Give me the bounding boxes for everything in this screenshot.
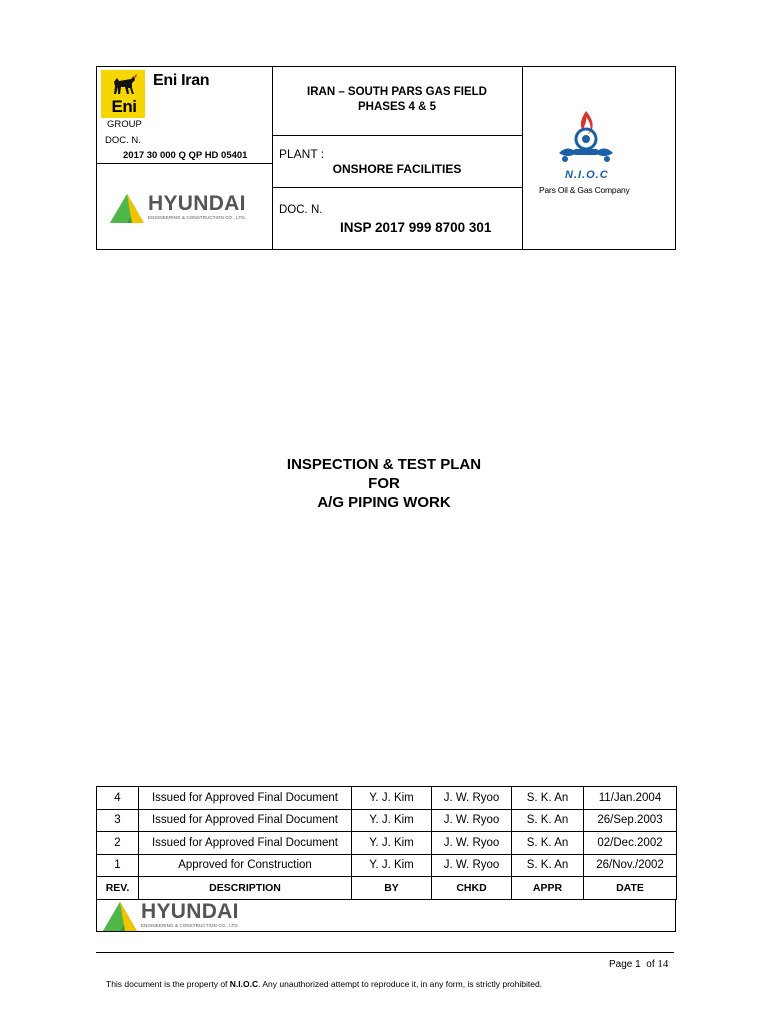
- chkd-cell: J. W. Ryoo: [432, 854, 512, 877]
- doc-number: INSP 2017 999 8700 301: [340, 220, 492, 235]
- hyundai-logo: [103, 901, 239, 931]
- description-cell: Issued for Approved Final Document: [139, 832, 352, 855]
- appr-cell: S. K. An: [512, 787, 584, 810]
- doc-number-label: DOC. N.: [279, 204, 323, 216]
- chkd-cell: J. W. Ryoo: [432, 832, 512, 855]
- by-header: BY: [352, 877, 432, 900]
- description-cell: Issued for Approved Final Document: [139, 787, 352, 810]
- page-number: [609, 958, 668, 970]
- plant-value: ONSHORE FACILITIES: [332, 162, 462, 176]
- appr-cell: S. K. An: [512, 809, 584, 832]
- page-of: of: [646, 959, 655, 970]
- document-title-line-3: A/G PIPING WORK: [317, 494, 451, 511]
- table-row: [97, 787, 677, 810]
- date-header: DATE: [584, 877, 677, 900]
- date-cell: 02/Dec.2002: [584, 832, 677, 855]
- six-legged-dog-icon: [111, 74, 137, 96]
- by-cell: Y. J. Kim: [352, 832, 432, 855]
- ownership-notice: [106, 979, 542, 989]
- rev-cell: 2: [97, 832, 139, 855]
- chkd-cell: J. W. Ryoo: [432, 809, 512, 832]
- project-title: [273, 85, 521, 115]
- eni-company-name: Eni Iran: [153, 72, 210, 89]
- notice-owner: N.I.O.C: [229, 979, 259, 989]
- document-title-line-1: INSPECTION & TEST PLAN: [286, 456, 482, 473]
- document-title-line-2: FOR: [368, 475, 400, 492]
- table-row: [97, 832, 677, 855]
- hyundai-triangle-icon: [103, 901, 137, 931]
- project-line-2: PHASES 4 & 5: [358, 101, 436, 113]
- by-cell: Y. J. Kim: [352, 809, 432, 832]
- hyundai-logo: [110, 193, 246, 223]
- header-divider: [97, 163, 272, 164]
- description-cell: Issued for Approved Final Document: [139, 809, 352, 832]
- hyundai-name: HYUNDAI: [141, 900, 239, 923]
- header-divider: [272, 187, 522, 188]
- table-row: [97, 854, 677, 877]
- appr-cell: S. K. An: [512, 832, 584, 855]
- project-line-1: IRAN – SOUTH PARS GAS FIELD: [307, 86, 487, 98]
- description-header: DESCRIPTION: [139, 877, 352, 900]
- eni-logo: [101, 70, 145, 118]
- header-divider: [272, 135, 522, 136]
- document-header: [96, 66, 676, 250]
- appr-header: APPR: [512, 877, 584, 900]
- footer-rule: [96, 952, 674, 953]
- revision-table: [96, 786, 677, 900]
- by-cell: Y. J. Kim: [352, 787, 432, 810]
- appr-cell: S. K. An: [512, 854, 584, 877]
- nioc-flame-icon: [551, 107, 621, 167]
- group-doc-number: 2017 30 000 Q QP HD 05401: [123, 150, 248, 161]
- hyundai-subtitle: ENGINEERING & CONSTRUCTION CO., LTD.: [141, 923, 240, 928]
- chkd-header: CHKD: [432, 877, 512, 900]
- header-divider: [522, 67, 523, 249]
- table-row: [97, 809, 677, 832]
- date-cell: 26/Sep.2003: [584, 809, 677, 832]
- description-cell: Approved for Construction: [139, 854, 352, 877]
- hyundai-subtitle: ENGINEERING & CONSTRUCTION CO., LTD.: [148, 215, 247, 220]
- date-cell: 26/Nov./2002: [584, 854, 677, 877]
- table-header-row: [97, 877, 677, 900]
- rev-cell: 4: [97, 787, 139, 810]
- plant-label: PLANT :: [279, 147, 325, 161]
- page-prefix: Page 1: [609, 959, 641, 970]
- hyundai-name: HYUNDAI: [148, 192, 246, 215]
- nioc-company: Pars Oil & Gas Company: [539, 185, 630, 195]
- by-cell: Y. J. Kim: [352, 854, 432, 877]
- group-doc-label: DOC. N.: [105, 135, 141, 146]
- rev-cell: 1: [97, 854, 139, 877]
- notice-text-end: . Any unauthorized attempt to reproduce it, in any form, is strictly prohibited.: [258, 979, 543, 989]
- chkd-cell: J. W. Ryoo: [432, 787, 512, 810]
- hyundai-triangle-icon: [110, 193, 144, 223]
- rev-header: REV.: [97, 877, 139, 900]
- date-cell: 11/Jan.2004: [584, 787, 677, 810]
- eni-logo-word: Eni: [111, 97, 137, 116]
- nioc-name: N.I.O.C: [565, 169, 609, 181]
- notice-text-start: This document is the property of: [106, 979, 230, 989]
- page-total: 14: [657, 958, 669, 970]
- revision-table-footer: [96, 899, 676, 932]
- group-label: GROUP: [107, 119, 142, 130]
- rev-cell: 3: [97, 809, 139, 832]
